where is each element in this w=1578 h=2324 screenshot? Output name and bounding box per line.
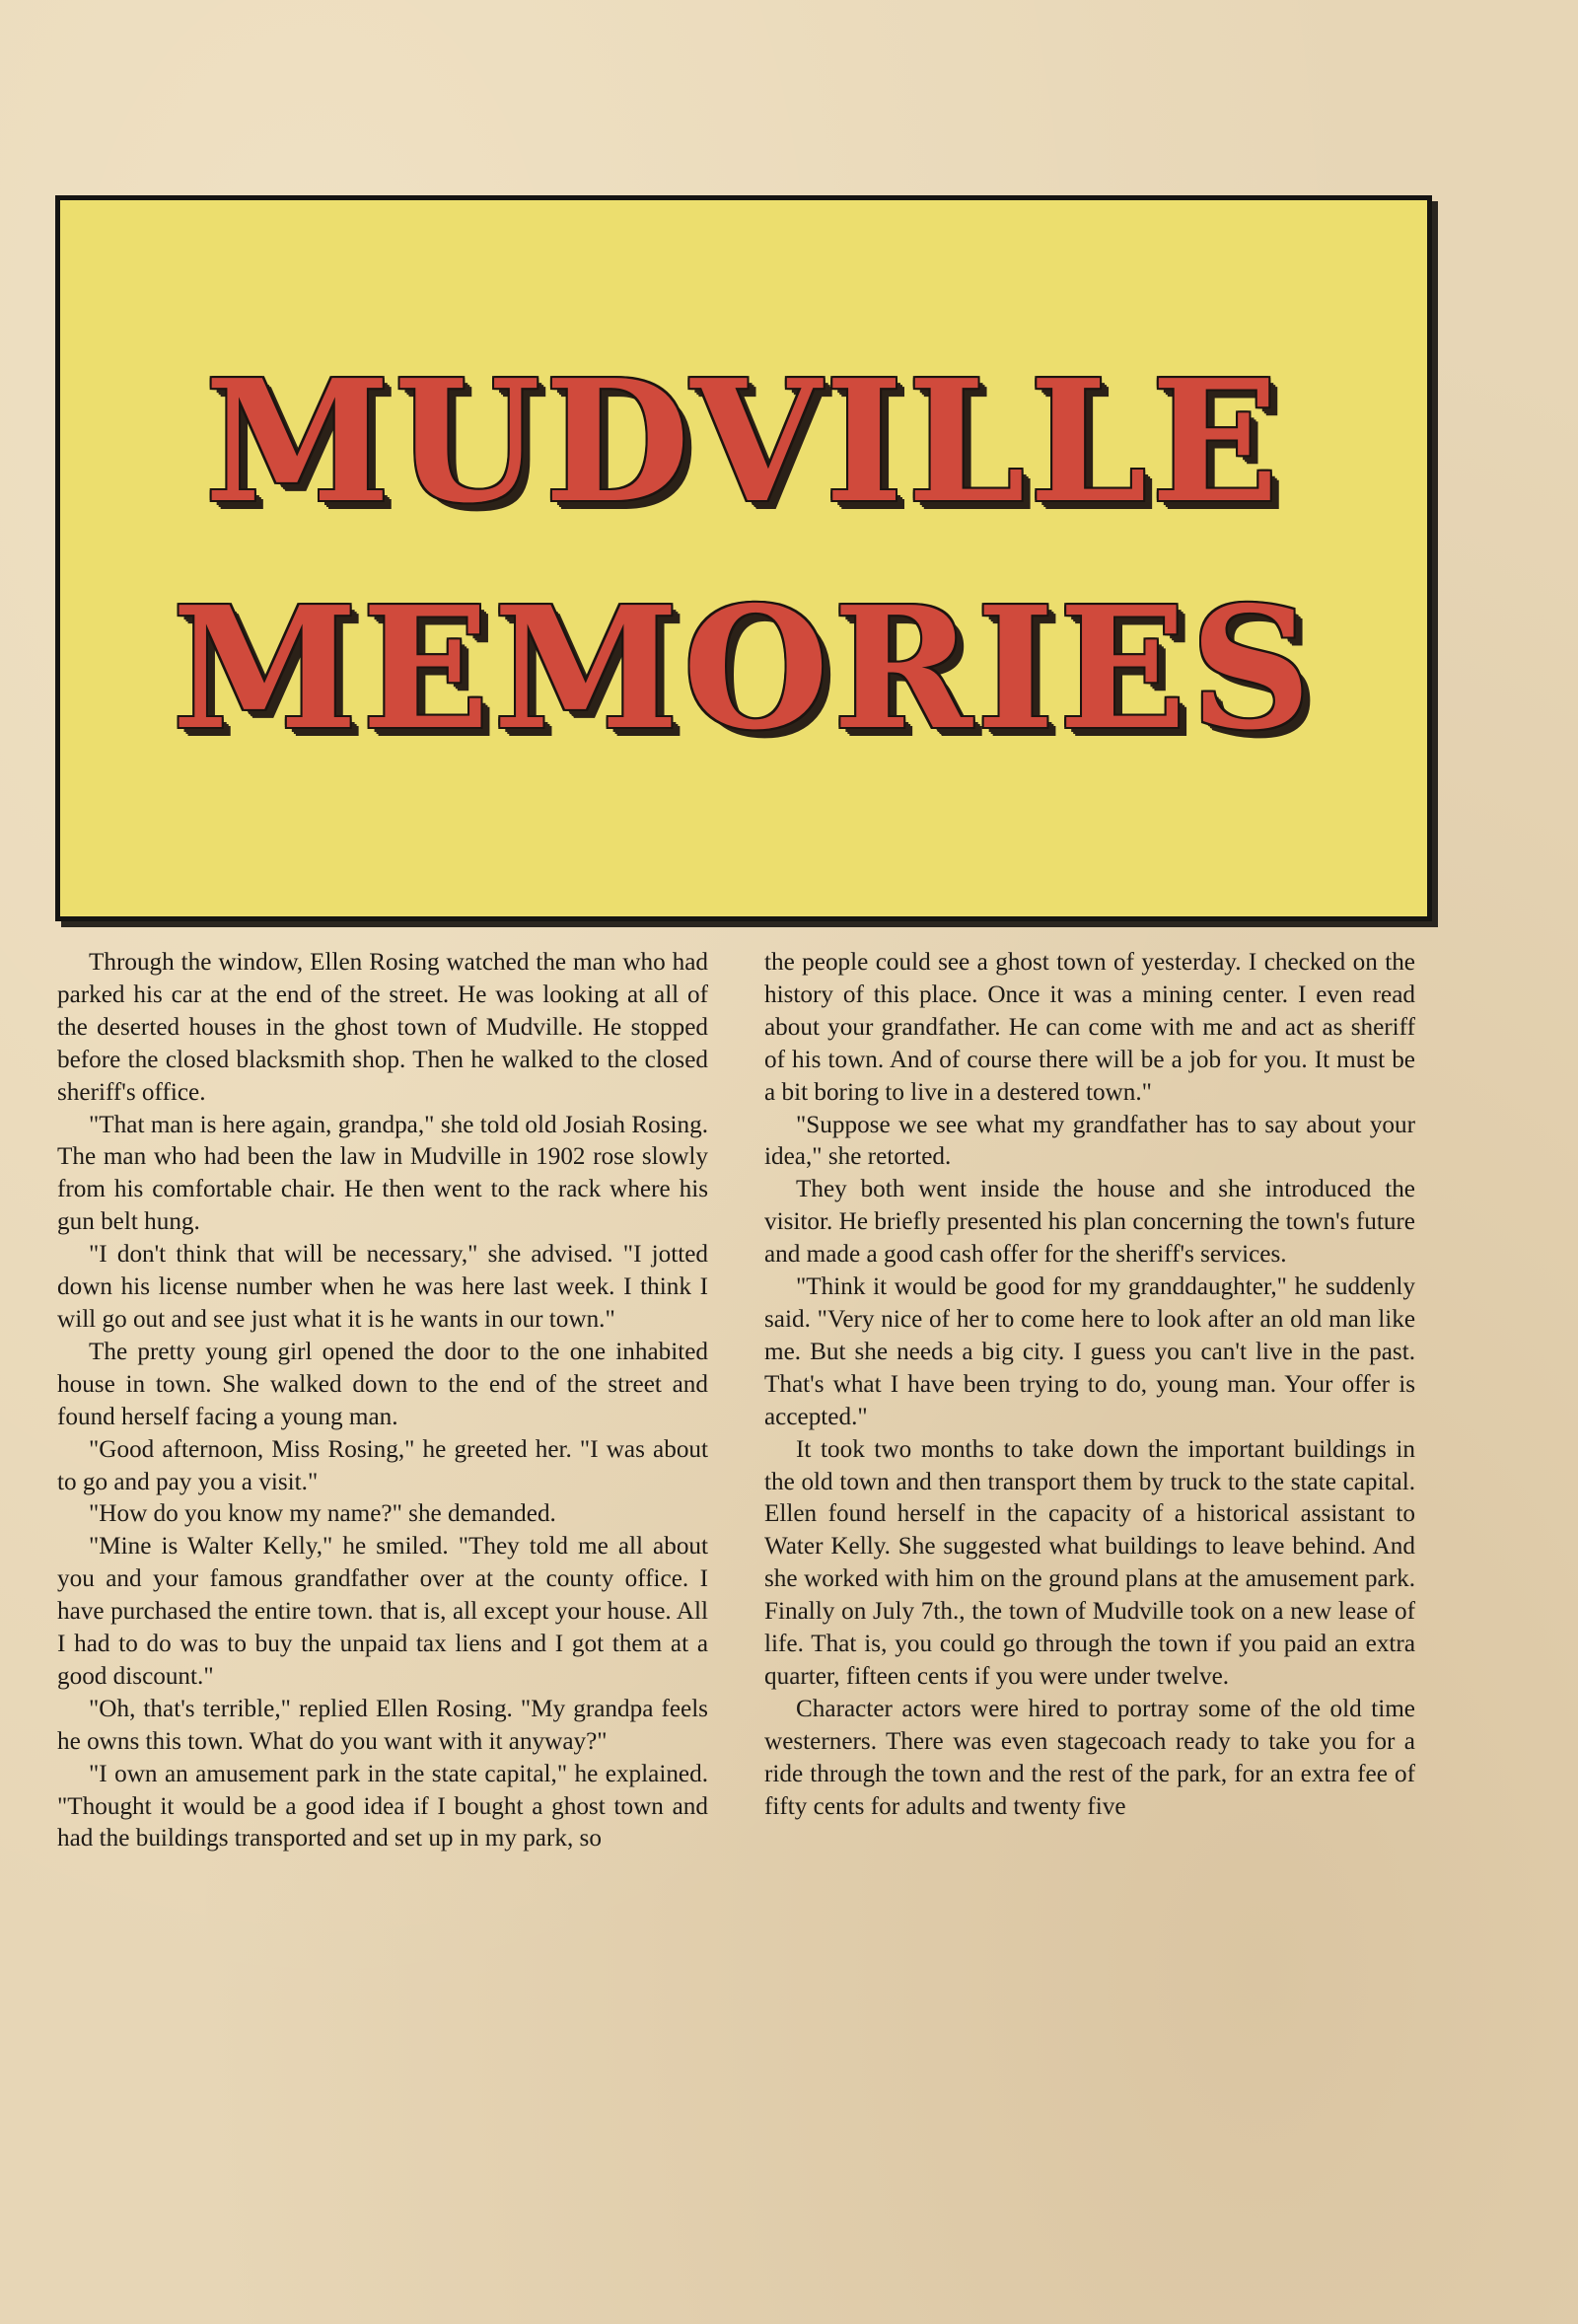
paragraph: It took two months to take down the important buildings in the old town and then transport them by truck to the state capital. Ellen found herself in the capacity of a historical assistant to Water Kelly. She suggested what buildings to leave behind. And she worked with him on the ground plans at the amusement park. Finally on July 7th., the town of Mudville took on a new lease of life. That is, you could go through the town if you paid an extra quarter, fifteen cents if you were under twelve.: [764, 1435, 1415, 1690]
paragraph: "I don't think that will be necessary," she advised. "I jotted down his license number when he was here last week. I think I will go out and see just what it is he wants in our town.": [57, 1241, 708, 1333]
paragraph: "That man is here again, grandpa," she told old Josiah Rosing. The man who had been the law in Mudville in 1902 rose slowly from his comfortable chair. He then went to the rack where his gun belt hung.: [57, 1111, 708, 1236]
title-line-1: MUDVILLE: [204, 343, 1283, 541]
title-panel: [55, 195, 1432, 921]
paragraph: "Good afternoon, Miss Rosing," he greeted her. "I was about to go and pay you a visit.": [57, 1435, 708, 1495]
paragraph: The pretty young girl opened the door to the one inhabited house in town. She walked down to the end of the street and found herself facing a young man.: [57, 1338, 708, 1430]
paragraph: "Mine is Walter Kelly," he smiled. "They told me all about you and your famous grandfather over at the county office. I have purchased the entire town. that is, all except your house. All I had to do was to buy the unpaid tax liens and I got them at a good discount.": [57, 1533, 708, 1690]
title-line-2: MEMORIES: [172, 570, 1316, 767]
paragraph: "Suppose we see what my grandfather has to say about your idea," she retorted.: [764, 1111, 1415, 1171]
paragraph: Character actors were hired to portray some of the old time westerners. There was even stagecoach ready to take you for a ride through the town and the rest of the park, for an extra fee of fifty cents for adults and twenty five: [764, 1695, 1415, 1820]
paragraph: "Think it would be good for my granddaughter," he suddenly said. "Very nice of her to come here to look after an old man like me. But she needs a big city. I guess you can't live in the past. That's what I have been trying to do, young man. Your offer is accepted.": [764, 1273, 1415, 1430]
right-text-column: [764, 947, 1415, 1823]
paragraph: They both went inside the house and she introduced the visitor. He briefly presented his plan concerning the town's future and made a good cash offer for the sheriff's services.: [764, 1176, 1415, 1269]
paragraph-continuation: the people could see a ghost town of yesterday. I checked on the history of this place. Once it was a mining center. I even read about your grandfather. He can come with me and act as sheriff of his town. And of course there will be a job for you. It must be a bit boring to live in a destered town.": [764, 949, 1415, 1106]
paragraph: "How do you know my name?" she demanded.: [89, 1500, 556, 1528]
paragraph: "I own an amusement park in the state capital," he explained. "Thought it would be a good idea if I bought a ghost town and had the buildings transported and set up in my park, so: [57, 1760, 708, 1852]
paragraph: Through the window, Ellen Rosing watched the man who had parked his car at the end of the street. He was looking at all of the deserted houses in the ghost town of Mudville. He stopped before the closed blacksmith shop. Then he walked to the closed sheriff's office.: [57, 949, 708, 1106]
left-text-column: [57, 947, 708, 1855]
paragraph: "Oh, that's terrible," replied Ellen Rosing. "My grandpa feels he owns this town. What do you want with it anyway?": [57, 1695, 708, 1755]
